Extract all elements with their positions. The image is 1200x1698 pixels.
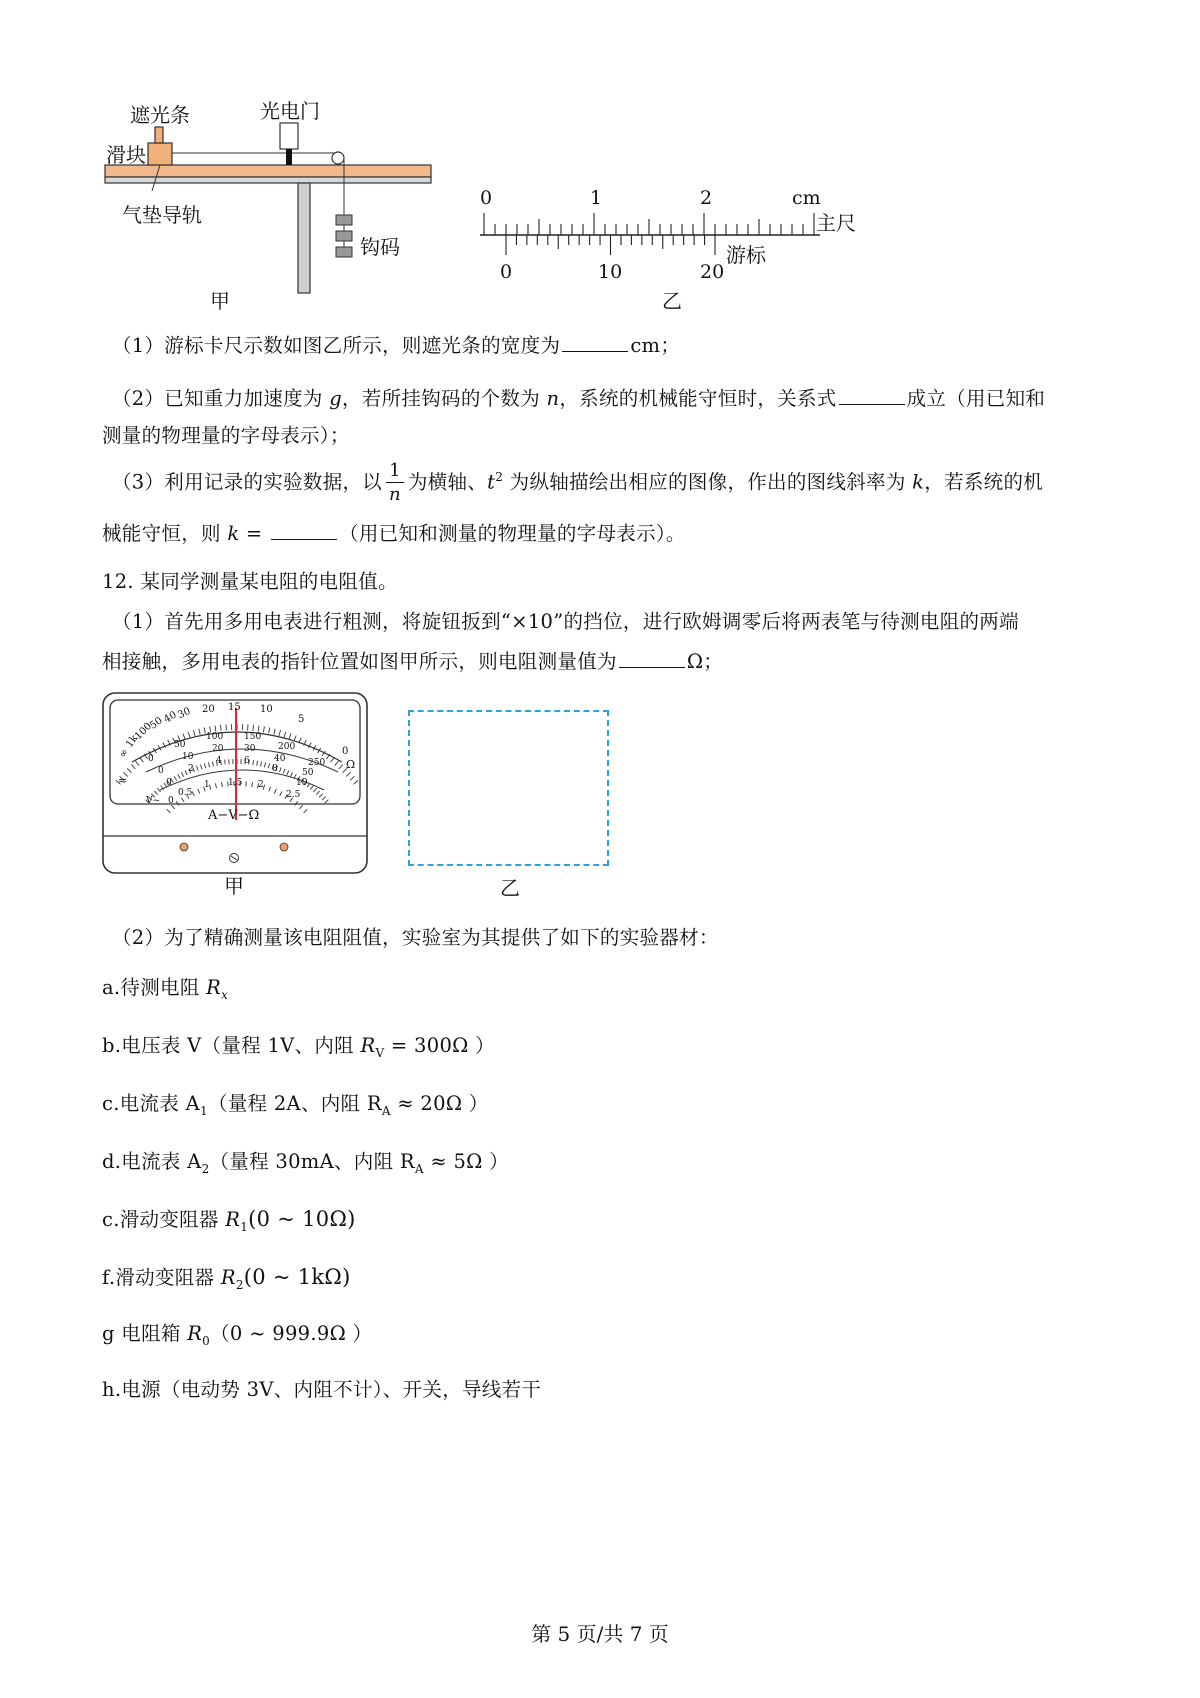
- caliper-unit: cm: [792, 187, 821, 209]
- dc-tick: 40: [274, 754, 286, 764]
- ohm-tick: 30: [176, 705, 193, 722]
- dc-tick: 250: [308, 758, 326, 768]
- equipment-item: [102, 1088, 489, 1118]
- q12-part2: （2）为了精确测量该电阻阻值，实验室为其提供了如下的实验器材：: [112, 926, 719, 949]
- dc-tick: 30: [244, 744, 256, 754]
- dc-tick: 2: [188, 764, 194, 774]
- ac-tick: 1: [204, 780, 210, 790]
- equipment-item: [102, 1204, 356, 1234]
- ohm-tick: 50: [147, 715, 165, 732]
- equipment-item: [102, 1374, 541, 1402]
- q11-p1-text: （1）游标卡尺示数如图乙所示，则遮光条的宽度为: [112, 334, 561, 357]
- item-text: d.电流表 A: [102, 1150, 202, 1173]
- dc-tick: 50: [302, 768, 314, 778]
- frac-num: 1: [386, 462, 404, 483]
- label-slider: 滑块: [106, 143, 146, 167]
- equipment-item: [102, 1030, 495, 1060]
- dc-tick: 10: [296, 778, 308, 788]
- q11-p3-text: （用已知和测量的物理量的字母表示）。: [339, 522, 686, 545]
- ac-tick: 2.5: [286, 790, 301, 800]
- ohm-tick: 5: [298, 714, 305, 725]
- subscript: A: [414, 1161, 424, 1176]
- dc-tick: 20: [212, 744, 224, 754]
- ohm-tick: ∞: [117, 747, 132, 760]
- vernier-tick-label: 10: [598, 261, 623, 283]
- meter-tick: [253, 760, 254, 765]
- q11-p3-text: 械能守恒，则: [102, 522, 228, 545]
- meter-tick: [221, 725, 222, 731]
- answer-blank[interactable]: [839, 386, 905, 405]
- item-text: ≈ 20Ω ）: [390, 1092, 489, 1115]
- ohm-tick: 100: [132, 720, 155, 743]
- ohm-tick: 40: [162, 709, 179, 726]
- var-r: R: [187, 1322, 203, 1345]
- q12-part1: （1）首先用多用电表进行粗测，将旋钮扳到“×10”的挡位，进行欧姆调零后将两表笔与待测电阻的两端: [112, 610, 1019, 633]
- frac-den: n: [389, 484, 401, 505]
- ac-tick: 2: [258, 780, 264, 790]
- item-text: a.待测电阻: [102, 976, 207, 999]
- q11-part2: [112, 383, 1045, 411]
- circuit-answer-box[interactable]: [408, 710, 609, 866]
- label-photogate: 光电门: [260, 99, 320, 123]
- ohm-tick: 1k: [124, 733, 141, 750]
- ac-label: V~: [146, 796, 161, 806]
- item-text: （量程 30mA、内阻 R: [209, 1150, 415, 1173]
- var-g: g: [329, 387, 343, 410]
- caliper-scale: [480, 185, 900, 295]
- equipment-item: [102, 1318, 372, 1348]
- subscript: 1: [240, 1219, 249, 1234]
- item-text: （量程 2A、内阻 R: [207, 1092, 382, 1115]
- q11-part3: [112, 462, 1043, 504]
- q12-p1-unit: Ω；: [686, 650, 724, 673]
- dc-tick: 4: [216, 756, 222, 766]
- q11-p2-text: 成立（用已知和: [906, 387, 1046, 410]
- label-shade-strip: 遮光条: [130, 103, 190, 127]
- main-tick-label: 2: [700, 187, 713, 209]
- dc-tick: 100: [206, 732, 224, 742]
- item-text: (0 ~ 10Ω): [248, 1207, 356, 1231]
- item-text: c.滑动变阻器: [102, 1208, 226, 1231]
- air-track-figure: [100, 95, 480, 325]
- item-text: ≈ 5Ω ）: [423, 1150, 509, 1173]
- vernier-scale-label: 游标: [726, 243, 766, 267]
- ac-tick: 1.5: [228, 778, 243, 788]
- ohm-tick: 10: [260, 704, 273, 715]
- subscript: 2: [201, 1161, 210, 1176]
- figure-caption-jia: 甲: [210, 289, 230, 313]
- subscript: 1: [200, 1103, 208, 1118]
- dc-tick: 0: [158, 766, 164, 776]
- subscript: 2: [235, 1277, 244, 1292]
- figure-caption-yi: 乙: [662, 289, 682, 313]
- ac-tick: 0.5: [178, 788, 193, 798]
- figure-caption-yi: 乙: [500, 876, 520, 900]
- q11-p3-text: （3）利用记录的实验数据，以: [112, 470, 383, 494]
- vernier-tick-label: 0: [500, 261, 513, 283]
- multimeter-figure: [102, 692, 368, 898]
- q11-p3-text: ，若系统的机: [924, 470, 1044, 494]
- item-text: （0 ~ 999.9Ω ）: [210, 1322, 373, 1345]
- var-r: R: [225, 1208, 241, 1231]
- q11-p2-text: 测量的物理量的字母表示）；: [102, 424, 350, 447]
- equals: =: [239, 522, 270, 545]
- q11-p3-text: 为纵轴描绘出相应的图像，作出的图线斜率为: [503, 470, 913, 494]
- ac-tick: 0: [168, 796, 174, 806]
- ohm-tick: 15: [228, 702, 241, 713]
- item-text: = 300Ω ）: [384, 1034, 495, 1057]
- item-text: b.电压表 V（量程 1V、内阻: [102, 1034, 361, 1057]
- item-text: c.电流表 A: [102, 1092, 201, 1115]
- var-k: k: [227, 522, 240, 545]
- subscript: 0: [202, 1333, 211, 1348]
- ohm-tick: 20: [202, 704, 215, 715]
- superscript: 2: [495, 470, 504, 484]
- meter-tick: [253, 725, 254, 731]
- equipment-item: [102, 1262, 351, 1292]
- page-footer: 第 5 页/共 7 页: [531, 1622, 669, 1646]
- dc-tick: 8: [272, 764, 278, 774]
- item-text: (0 ~ 1kΩ): [243, 1265, 351, 1289]
- ohm-tick: 0: [342, 746, 349, 757]
- var-r: R: [220, 1266, 236, 1289]
- answer-blank[interactable]: [619, 649, 685, 668]
- item-text: f.滑动变阻器: [102, 1266, 221, 1289]
- vernier-caliper-figure: [480, 185, 900, 315]
- q11-p3-text: 为横轴、: [407, 470, 488, 494]
- ohm-unit: Ω: [346, 758, 356, 771]
- dc-tick: 200: [278, 742, 296, 752]
- main-tick-label: 0: [480, 187, 493, 209]
- q11-p2-text: ，系统的机械能守恒时，关系式: [559, 387, 837, 410]
- item-text: h.电源（电动势 3V、内阻不计）、开关，导线若干: [102, 1378, 542, 1401]
- q11-p2-text: （2）已知重力加速度为: [112, 387, 330, 410]
- dc-tick: 10: [182, 752, 194, 762]
- meter-name: A−V−Ω: [208, 808, 260, 823]
- var-k: k: [912, 470, 925, 494]
- q12-p1-text: 相接触，多用电表的指针位置如图甲所示，则电阻测量值为: [102, 650, 617, 673]
- var-n: n: [546, 387, 560, 410]
- dc-label: ≂: [118, 774, 128, 787]
- meter-tick: [246, 781, 247, 786]
- main-tick-label: 1: [590, 187, 603, 209]
- figure-caption-jia: 甲: [224, 874, 244, 898]
- subscript: A: [381, 1103, 391, 1118]
- label-hook-weights: 钩码: [360, 235, 400, 259]
- var-t: t: [487, 470, 496, 494]
- q11-part1: [112, 330, 680, 358]
- fraction-1-over-n: [386, 462, 404, 504]
- subscript: V: [375, 1045, 385, 1060]
- q12-part1-cont: [102, 646, 723, 674]
- main-scale-label: 主尺: [816, 211, 856, 235]
- q11-p2-text: ，若所挂钩码的个数为: [342, 387, 547, 410]
- q12-title: 12. 某同学测量某电阻的电阻值。: [102, 570, 398, 593]
- label-air-track: 气垫导轨: [122, 203, 202, 227]
- answer-blank[interactable]: [271, 521, 337, 540]
- subscript: x: [221, 987, 229, 1002]
- meter-tick: [225, 760, 226, 765]
- dc-tick: 150: [244, 732, 262, 742]
- var-r: R: [206, 976, 222, 999]
- equipment-item: [102, 972, 228, 1002]
- vernier-tick-label: 20: [700, 261, 725, 283]
- q11-part3-cont: [102, 518, 686, 546]
- q11-part2-cont: [102, 420, 350, 448]
- dc-tick: 50: [174, 740, 186, 750]
- q11-p1-unit: cm；: [630, 334, 681, 357]
- dc-tick: 0: [148, 754, 154, 764]
- dc-tick: 0: [166, 778, 172, 788]
- dc-tick: 6: [244, 756, 250, 766]
- equipment-item: [102, 1146, 509, 1176]
- answer-blank[interactable]: [562, 333, 628, 352]
- item-text: g 电阻箱: [102, 1322, 188, 1345]
- var-r: R: [360, 1034, 376, 1057]
